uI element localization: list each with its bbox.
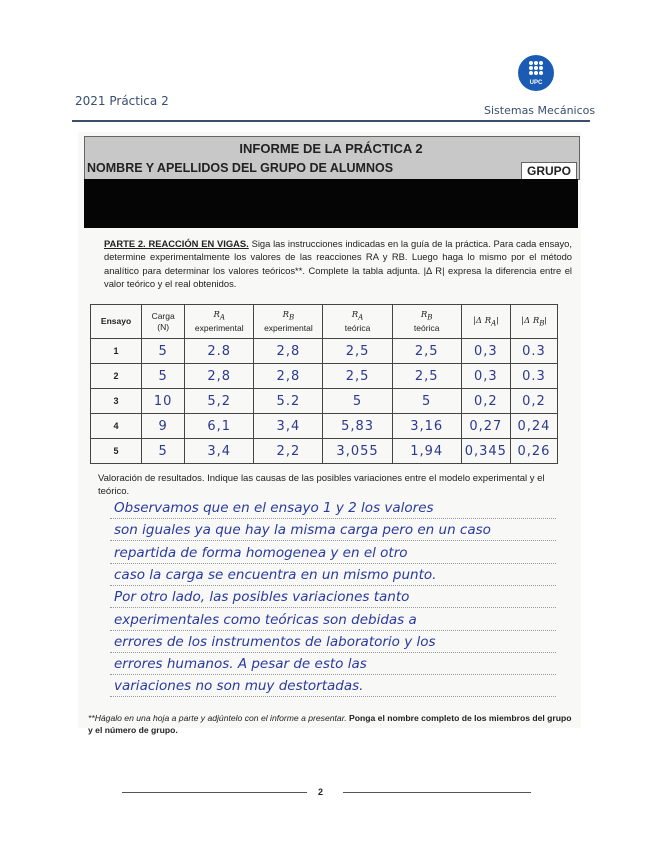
col-rb-teo-index: B xyxy=(427,312,433,322)
col-delta-rb-bar: | xyxy=(544,314,547,325)
handwritten-value-cell: 2.8 xyxy=(185,339,254,364)
header-course: 2021 Práctica 2 xyxy=(75,94,169,108)
col-rb-teo-sub: teórica xyxy=(413,322,440,333)
valuation-prompt: Valoración de resultados. Indique las causas de las posibles variaciones entre el modelo experimental y el teórico. xyxy=(98,473,545,497)
col-delta-rb-symbol: |Δ R xyxy=(521,315,540,326)
ensayo-number-cell: 1 xyxy=(91,339,142,364)
report-title: INFORME DE LA PRÁCTICA 2 xyxy=(239,141,423,156)
handwritten-value-cell: 5,2 xyxy=(185,389,254,414)
handwritten-value-cell: 3,16 xyxy=(392,414,461,439)
handwritten-value-cell: 5.2 xyxy=(254,389,323,414)
ensayo-number-cell: 4 xyxy=(91,414,142,439)
col-rb-teo-symbol: R xyxy=(420,310,428,321)
results-table xyxy=(90,304,558,464)
answer-line: son iguales ya que hay la misma carga pero en un caso xyxy=(114,522,491,539)
col-delta-rb-index: B xyxy=(539,318,545,328)
footnote xyxy=(88,712,573,736)
handwritten-value-cell: 0,2 xyxy=(461,389,510,414)
handwritten-value-cell: 3,4 xyxy=(185,439,254,464)
handwritten-value-cell: 0,24 xyxy=(510,414,557,439)
handwritten-value-cell: 0,26 xyxy=(510,439,557,464)
handwritten-value-cell: 5,83 xyxy=(323,414,392,439)
handwritten-value-cell: 1,94 xyxy=(392,439,461,464)
table-header-row xyxy=(91,305,558,339)
answer-rule xyxy=(110,562,556,564)
col-delta-ra-symbol: |Δ R xyxy=(473,315,492,326)
handwritten-value-cell: 2,5 xyxy=(323,364,392,389)
handwritten-value-cell: 2,5 xyxy=(392,339,461,364)
handwritten-value-cell: 10 xyxy=(142,389,185,414)
col-ra-exp-symbol: R xyxy=(213,310,220,321)
col-delta-ra-bar: | xyxy=(496,314,499,325)
handwritten-value-cell: 5 xyxy=(142,439,185,464)
handwritten-value-cell: 0.3 xyxy=(510,339,557,364)
col-rb-exp-index: B xyxy=(289,312,295,322)
table-row xyxy=(91,389,558,414)
handwritten-value-cell: 2,8 xyxy=(185,364,254,389)
ensayo-number-cell: 2 xyxy=(91,364,142,389)
header-subject: Sistemas Mecánicos xyxy=(484,104,596,117)
col-delta-ra xyxy=(461,305,510,339)
handwritten-value-cell: 2,8 xyxy=(254,364,323,389)
handwritten-value-cell: 0,27 xyxy=(461,414,510,439)
handwritten-value-cell: 2,5 xyxy=(392,364,461,389)
handwritten-value-cell: 9 xyxy=(142,414,185,439)
col-rb-exp xyxy=(254,305,323,339)
handwritten-value-cell: 5 xyxy=(142,364,185,389)
table-row xyxy=(91,439,558,464)
answer-line: Observamos que en el ensayo 1 y 2 los valores xyxy=(114,500,434,516)
col-carga xyxy=(142,305,185,339)
header-rule xyxy=(72,120,590,122)
answer-rule xyxy=(110,539,556,541)
group-label: GRUPO xyxy=(521,162,577,180)
footer-line-right xyxy=(343,792,531,793)
handwritten-value-cell: 2,8 xyxy=(254,339,323,364)
handwritten-value-cell: 0,345 xyxy=(461,439,510,464)
footnote-bold: Ponga el nombre completo de los miembros del grupo y el número de grupo. xyxy=(88,713,572,735)
answer-rule xyxy=(110,695,556,697)
redacted-names xyxy=(84,179,578,228)
col-ensayo xyxy=(91,305,142,339)
col-ra-teo-index: A xyxy=(358,312,364,322)
footnote-italic: **Hágalo en una hoja a parte y adjúntelo con el informe a presentar. xyxy=(88,713,347,723)
answer-line: errores humanos. A pesar de esto las xyxy=(114,656,367,673)
group-names-label: NOMBRE Y APELLIDOS DEL GRUPO DE ALUMNOS xyxy=(87,161,394,175)
upc-logo xyxy=(518,55,554,91)
col-ra-teo xyxy=(323,305,392,339)
handwritten-value-cell: 0,3 xyxy=(461,364,510,389)
col-ra-exp-index: A xyxy=(219,312,226,322)
ensayo-number-cell: 3 xyxy=(91,389,142,414)
col-ra-teo-symbol: R xyxy=(351,310,359,321)
col-ra-exp xyxy=(185,305,254,339)
col-delta-rb xyxy=(510,305,557,339)
handwritten-value-cell: 5 xyxy=(142,339,185,364)
col-carga-unit: (N) xyxy=(157,321,170,332)
col-ra-exp-sub: experimental xyxy=(194,322,244,333)
col-ensayo-label: Ensayo xyxy=(100,316,132,326)
handwritten-value-cell: 0,2 xyxy=(510,389,557,414)
handwritten-value-cell: 2,5 xyxy=(323,339,392,364)
table-row xyxy=(91,414,558,439)
answer-rule xyxy=(110,629,556,631)
table-row xyxy=(91,364,558,389)
answer-rule xyxy=(110,606,556,608)
col-carga-label: Carga xyxy=(151,310,175,321)
col-rb-exp-sub: experimental xyxy=(264,322,313,333)
logo-text: UPC xyxy=(529,80,543,86)
answer-line: Por otro lado, las posibles variaciones tanto xyxy=(114,589,410,606)
col-rb-teo xyxy=(392,305,461,339)
handwritten-value-cell: 3,055 xyxy=(323,439,392,464)
handwritten-value-cell: 2,2 xyxy=(254,439,323,464)
answer-line: experimentales como teóricas son debidas a xyxy=(114,611,417,628)
ensayo-number-cell: 5 xyxy=(91,439,142,464)
answer-rule xyxy=(110,517,556,519)
answer-line: variaciones no son muy destortadas. xyxy=(114,678,364,695)
answer-rule xyxy=(110,651,556,653)
answer-line: errores de los instrumentos de laboratorio y los xyxy=(114,633,436,650)
handwritten-value-cell: 0,3 xyxy=(461,339,510,364)
part2-heading: PARTE 2. REACCIÓN EN VIGAS. xyxy=(104,238,249,249)
page-number: 2 xyxy=(318,787,324,797)
handwritten-value-cell: 5 xyxy=(392,389,461,414)
footer-line-left xyxy=(122,792,307,793)
answer-line: caso la carga se encuentra en un mismo punto. xyxy=(114,566,437,583)
col-rb-exp-symbol: R xyxy=(282,310,289,321)
handwritten-value-cell: 0.3 xyxy=(510,364,557,389)
part2-text: Siga las instrucciones indicadas en la guía de la práctica. Para cada ensayo, determine experimentalmente los valores de las reacciones RA y RB. Luego haga lo mismo por el método analítico para determinar los valores teóricos**. Complete la tabla adjunta. |Δ R| expresa la diferencia entre el valor teórico y el real obtenidos. xyxy=(104,238,572,290)
answer-rule xyxy=(110,673,556,675)
answer-rule xyxy=(110,584,556,586)
col-ra-teo-sub: teórica xyxy=(344,322,371,333)
table-row xyxy=(91,339,558,364)
handwritten-value-cell: 6,1 xyxy=(185,414,254,439)
col-delta-ra-index: A xyxy=(491,318,497,328)
part2-instructions xyxy=(104,237,572,291)
handwritten-value-cell: 3,4 xyxy=(254,414,323,439)
answer-line: repartida de forma homogenea y en el otro xyxy=(114,544,408,561)
handwritten-value-cell: 5 xyxy=(323,389,392,414)
